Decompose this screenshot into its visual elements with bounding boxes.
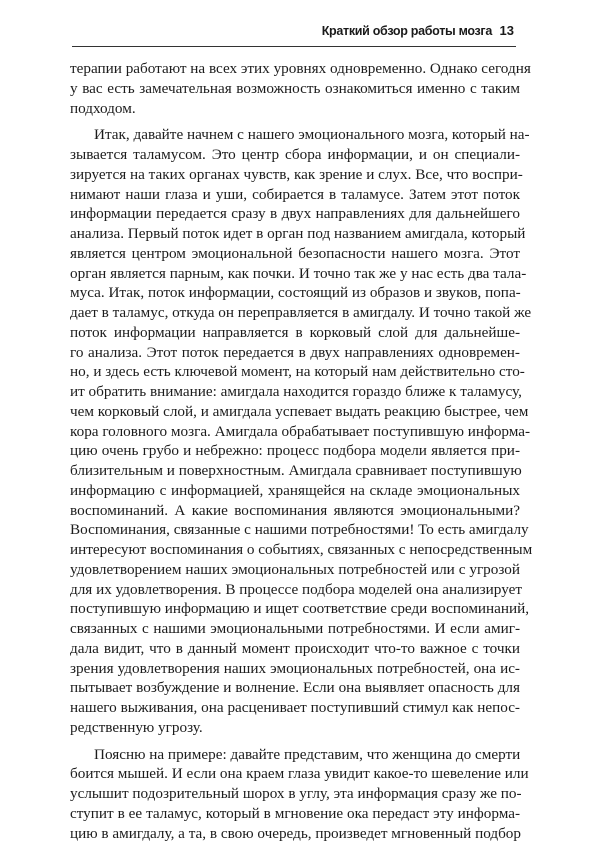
text-line: нашего выживания, она расценивает поступивший стимул как непос- [70, 698, 520, 718]
paragraph-gap [70, 118, 520, 125]
text-line: поступившую информацию и ищет соответствие среди воспоминаний, [70, 599, 520, 619]
text-line: но, и здесь есть ключевой момент, на который нам действительно сто- [70, 362, 520, 382]
text-line: пытывает возбуждение и волнение. Если она выявляет опасность для [70, 678, 520, 698]
text-line: воспоминаний. А какие воспоминания являются эмоциональными? [70, 501, 520, 521]
text-line: у вас есть замечательная возможность ознакомиться именно с таким [70, 79, 520, 99]
text-line: близительным и поверхностным. Амигдала сравнивает поступившую [70, 461, 520, 481]
text-line: интересуют воспоминания о событиях, связанных с непосредственным [70, 540, 520, 560]
text-line: ит обратить внимание: амигдала находится гораздо ближе к таламусу, [70, 382, 520, 402]
running-head-title: Краткий обзор работы мозга [322, 24, 492, 38]
paragraph-gap [70, 738, 520, 745]
text-line: ступит в ее таламус, который в мгновение ока передаст эту информа- [70, 804, 520, 824]
text-line: услышит подозрительный шорох в углу, эта информация сразу же по- [70, 784, 520, 804]
text-line: редственную угрозу. [70, 718, 520, 738]
body-text [70, 59, 520, 843]
text-line: для их удовлетворения. В процессе подбора моделей она анализирует [70, 580, 520, 600]
text-line: терапии работают на всех этих уровнях одновременно. Однако сегодня [70, 59, 520, 79]
text-line: муса. Итак, поток информации, состоящий из образов и звуков, попа- [70, 283, 520, 303]
text-line: анализа. Первый поток идет в орган под названием амигдала, который [70, 224, 520, 244]
page-header [0, 18, 600, 50]
text-line: поток информации направляется в корковый слой для дальнейше- [70, 323, 520, 343]
text-line: зируется на таких органах чувств, как зрение и слух. Все, что воспри- [70, 165, 520, 185]
text-line: кора головного мозга. Амигдала обрабатывает поступившую информа- [70, 422, 520, 442]
text-line: дает в таламус, откуда он переправляется в амигдалу. И точно такой же [70, 303, 520, 323]
text-line: го анализа. Этот поток передается в двух направлениях одновремен- [70, 343, 520, 363]
text-line: чем корковый слой, и амигдала успевает выдать реакцию быстрее, чем [70, 402, 520, 422]
text-line: дала видит, что в данный момент происходит что-то важное с точки [70, 639, 520, 659]
text-line: подходом. [70, 99, 520, 119]
text-line: нимают наши глаза и уши, собирается в таламусе. Затем этот поток [70, 185, 520, 205]
text-line: Итак, давайте начнем с нашего эмоционального мозга, который на- [70, 125, 520, 145]
text-line: зывается таламусом. Это центр сбора информации, и он специали- [70, 145, 520, 165]
text-line: цию в амигдалу, а та, в свою очередь, произведет мгновенный подбор [70, 824, 520, 843]
text-line: информации передается сразу в двух направлениях для дальнейшего [70, 204, 520, 224]
page-number: 13 [500, 23, 514, 38]
text-line: Поясню на примере: давайте представим, что женщина до смерти [70, 745, 520, 765]
text-line: цию очень грубо и небрежно: процесс подбора модели является при- [70, 441, 520, 461]
text-line: Воспоминания, связанные с нашими потребностями! То есть амигдалу [70, 520, 520, 540]
text-line: связанных с нашими эмоциональными потребностями. И если амиг- [70, 619, 520, 639]
text-line: является центром эмоциональной безопасности нашего мозга. Этот [70, 244, 520, 264]
text-line: информацию с информацией, хранящейся на складе эмоциональных [70, 481, 520, 501]
text-line: боится мышей. И если она краем глаза увидит какое-то шевеление или [70, 764, 520, 784]
text-line: орган является парным, как почки. И точно так же у нас есть два тала- [70, 264, 520, 284]
text-line: удовлетворением наших эмоциональных потребностей или с угрозой [70, 560, 520, 580]
header-rule [72, 46, 516, 47]
text-line: зрения удовлетворения наших эмоциональных потребностей, она ис- [70, 659, 520, 679]
